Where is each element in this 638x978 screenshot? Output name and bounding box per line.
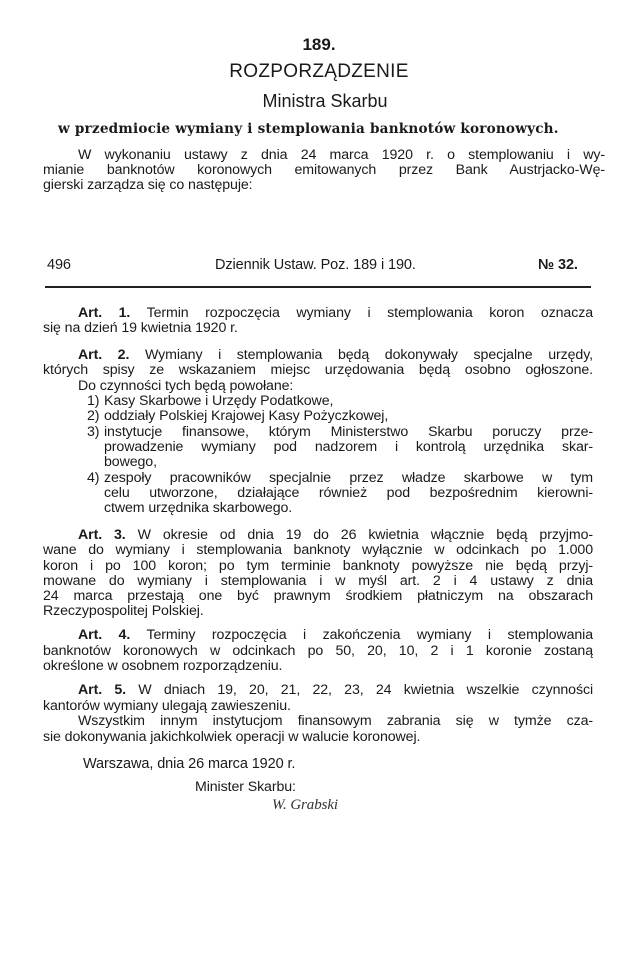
- article-label: Art. 4.: [78, 627, 131, 643]
- line-text: W dniach 19, 20, 21, 22, 23, 24 kwietnia wszelkie czynności: [138, 682, 593, 698]
- body-line: [43, 362, 593, 378]
- list-number: 1): [87, 393, 100, 409]
- body-line: [78, 305, 593, 321]
- body-line: [104, 485, 593, 501]
- line-text: prowadzenie wymiany pod nadzorem i kontrolą urzędnika skar-: [104, 439, 593, 455]
- article-label: Art. 3.: [78, 527, 126, 543]
- body-line: [78, 627, 593, 643]
- line-text: Wszystkim innym instytucjom finansowym zabrania się w tymże cza-: [78, 713, 593, 729]
- line-text: banknotów koronowych w odcinkach po 50, 20, 10, 2 i 1 koronie zostaną: [43, 643, 593, 659]
- signer-title: Minister Skarbu:: [195, 779, 296, 795]
- act-issuer: Ministra Skarbu: [262, 91, 388, 111]
- list-number: 2): [87, 408, 100, 424]
- body-line: [43, 643, 593, 659]
- body-line: [104, 393, 333, 409]
- line-text: oddziały Polskiej Krajowej Kasy Pożyczkowej,: [104, 408, 389, 424]
- body-line: [104, 439, 593, 455]
- line-text: Terminy rozpoczęcia i zakończenia wymiany i stemplowania: [146, 627, 593, 643]
- body-line: [78, 347, 593, 363]
- line-text: których spisy ze wskazaniem miejsc urzędowania będą osobno ogłoszone.: [43, 362, 593, 378]
- header-rule: [45, 286, 591, 288]
- body-line: [43, 698, 291, 714]
- body-line: [78, 527, 593, 543]
- body-line: [43, 542, 593, 558]
- body-line: [43, 729, 420, 745]
- line-text: zespoły pracowników specjalnie przez władze skarbowe w tym: [104, 470, 593, 486]
- line-text: mowane do wymiany i stemplowania i w myśl art. 2 i 4 ustawy z dnia: [43, 573, 593, 589]
- body-line: [78, 682, 593, 698]
- journal-title: Dziennik Ustaw. Poz. 189 i 190.: [215, 257, 416, 273]
- list-number: 4): [87, 470, 100, 486]
- line-text: się na dzień 19 kwietnia 1920 r.: [43, 320, 238, 336]
- intro-line: W wykonaniu ustawy z dnia 24 marca 1920 r. o stemplowaniu i wy-: [78, 147, 605, 163]
- line-text: Wymiany i stemplowania będą dokonywały specjalne urzędy,: [144, 347, 593, 363]
- line-text: Termin rozpoczęcia wymiany i stemplowania koron oznacza: [146, 305, 593, 321]
- body-line: [43, 603, 204, 619]
- page-number: 496: [47, 257, 71, 273]
- body-line: [104, 454, 157, 470]
- line-text: W okresie od dnia 19 do 26 kwietnia włącznie będą przyjmo-: [137, 527, 593, 543]
- body-line: [104, 424, 593, 440]
- line-text: sie dokonywania jakichkolwiek operacji w walucie koronowej.: [43, 729, 421, 745]
- line-text: określone w osobnem rozporządzeniu.: [43, 658, 283, 674]
- line-text: Do czynności tych będą powołane:: [78, 378, 294, 394]
- body-line: [104, 470, 593, 486]
- article-label: Art. 1.: [78, 305, 131, 321]
- line-text: instytucje finansowe, którym Ministerstwo Skarbu poruczy prze-: [104, 424, 593, 440]
- body-line: [43, 320, 238, 336]
- act-number: 189.: [302, 35, 336, 54]
- line-text: ctwem urzędnika skarbowego.: [104, 500, 293, 516]
- body-line: [78, 378, 293, 394]
- intro-line: mianie banknotów koronowych emitowanych przez Bank Austrjacko-Wę-: [43, 162, 605, 178]
- line-text: celu utworzone, działające również pod bezpośrednim kierowni-: [104, 485, 593, 501]
- line-text: wane do wymiany i stemplowania banknoty wyłącznie w odcinkach po 1.000: [43, 542, 593, 558]
- line-text: Kasy Skarbowe i Urzędy Podatkowe,: [104, 393, 334, 409]
- article-label: Art. 5.: [78, 682, 126, 698]
- line-text: Rzeczypospolitej Polskiej.: [43, 603, 204, 619]
- intro-line: gierski zarządza się co następuje:: [43, 177, 253, 193]
- list-number: 3): [87, 424, 100, 440]
- article-label: Art. 2.: [78, 347, 130, 363]
- body-line: [43, 658, 282, 674]
- signature: W. Grabski: [272, 797, 338, 813]
- line-text: kantorów wymiany ulegają zawieszeniu.: [43, 698, 291, 714]
- body-line: [78, 713, 593, 729]
- line-text: bowego,: [104, 454, 157, 470]
- issue-number: № 32.: [538, 257, 578, 273]
- body-line: [43, 588, 593, 604]
- act-subject: w przedmiocie wymiany i stemplowania banknotów koronowych.: [58, 121, 559, 137]
- line-text: koron i po 100 koron; po tym terminie banknoty powyższe nie będą przyj-: [43, 558, 593, 574]
- body-line: [43, 558, 593, 574]
- body-line: [43, 573, 593, 589]
- body-line: [104, 408, 388, 424]
- act-type: ROZPORZĄDZENIE: [229, 61, 409, 82]
- body-line: [104, 500, 292, 516]
- place-date: Warszawa, dnia 26 marca 1920 r.: [83, 756, 296, 772]
- line-text: 24 marca przestają one być prawnym środkiem płatniczym na obszarach: [43, 588, 593, 604]
